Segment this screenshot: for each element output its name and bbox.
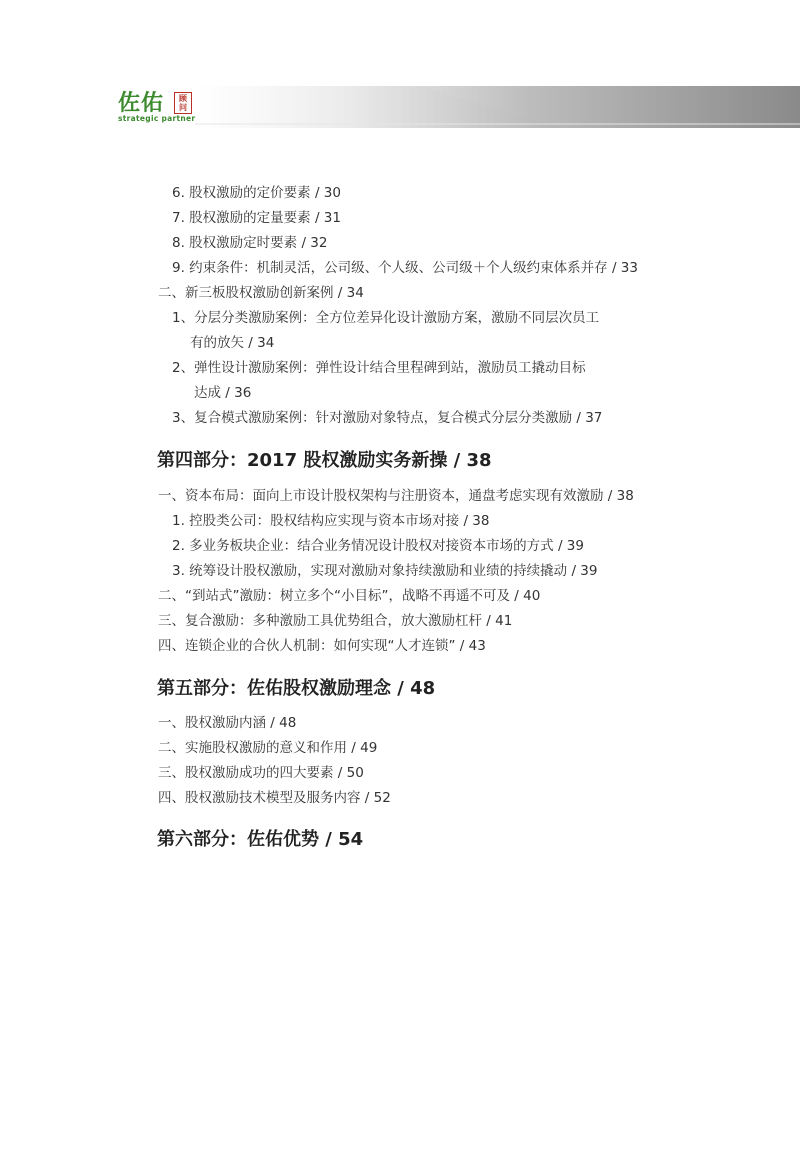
toc-section: 三、股权激励成功的四大要素 / 50 <box>158 765 364 781</box>
logo-seal-char-1: 顾 <box>179 93 187 103</box>
logo-subtitle: strategic partner <box>118 114 196 123</box>
toc-section: 三、复合激励：多种激励工具优势组合，放大激励杠杆 / 41 <box>158 613 513 629</box>
logo-main-text: 佐佑 <box>118 90 165 116</box>
toc-item-continued: 有的放矢 / 34 <box>190 335 275 351</box>
toc-section: 二、“到站式”激励：树立多个“小目标”，战略不再遥不可及 / 40 <box>158 588 541 604</box>
toc-part-heading: 第六部分：佐佑优势 / 54 <box>157 829 364 850</box>
toc-item: 7. 股权激励的定量要素 / 31 <box>172 210 341 226</box>
logo-seal-char-2: 问 <box>179 102 187 112</box>
toc-item: 3. 统筹设计股权激励，实现对激励对象持续激励和业绩的持续撬动 / 39 <box>172 563 598 579</box>
toc-item: 3、复合模式激励案例：针对激励对象特点，复合模式分层分类激励 / 37 <box>172 410 603 426</box>
toc-item: 1、分层分类激励案例：全方位差异化设计激励方案，激励不同层次员工 <box>172 310 600 326</box>
toc-part-heading: 第四部分：2017 股权激励实务新操 / 38 <box>157 450 492 471</box>
toc-item-continued: 达成 / 36 <box>194 385 252 401</box>
toc-section: 一、股权激励内涵 / 48 <box>158 715 297 731</box>
toc-section: 四、股权激励技术模型及服务内容 / 52 <box>158 790 391 806</box>
toc-item: 2、弹性设计激励案例：弹性设计结合里程碑到站，激励员工撬动目标 <box>172 360 586 376</box>
toc-section: 二、新三板股权激励创新案例 / 34 <box>158 285 364 301</box>
toc-section: 四、连锁企业的合伙人机制：如何实现“人才连锁” / 43 <box>158 638 486 654</box>
toc-section: 一、资本布局：面向上市设计股权架构与注册资本，通盘考虑实现有效激励 / 38 <box>158 488 634 504</box>
toc-section: 二、实施股权激励的意义和作用 / 49 <box>158 740 378 756</box>
toc-item: 6. 股权激励的定价要素 / 30 <box>172 185 341 201</box>
toc-item: 9. 约束条件：机制灵活，公司级、个人级、公司级＋个人级约束体系并存 / 33 <box>172 260 638 276</box>
toc-item: 8. 股权激励定时要素 / 32 <box>172 235 328 251</box>
toc-item: 2. 多业务板块企业：结合业务情况设计股权对接资本市场的方式 / 39 <box>172 538 584 554</box>
toc-item: 1. 控股类公司：股权结构应实现与资本市场对接 / 38 <box>172 513 490 529</box>
toc-part-heading: 第五部分：佐佑股权激励理念 / 48 <box>157 678 436 699</box>
